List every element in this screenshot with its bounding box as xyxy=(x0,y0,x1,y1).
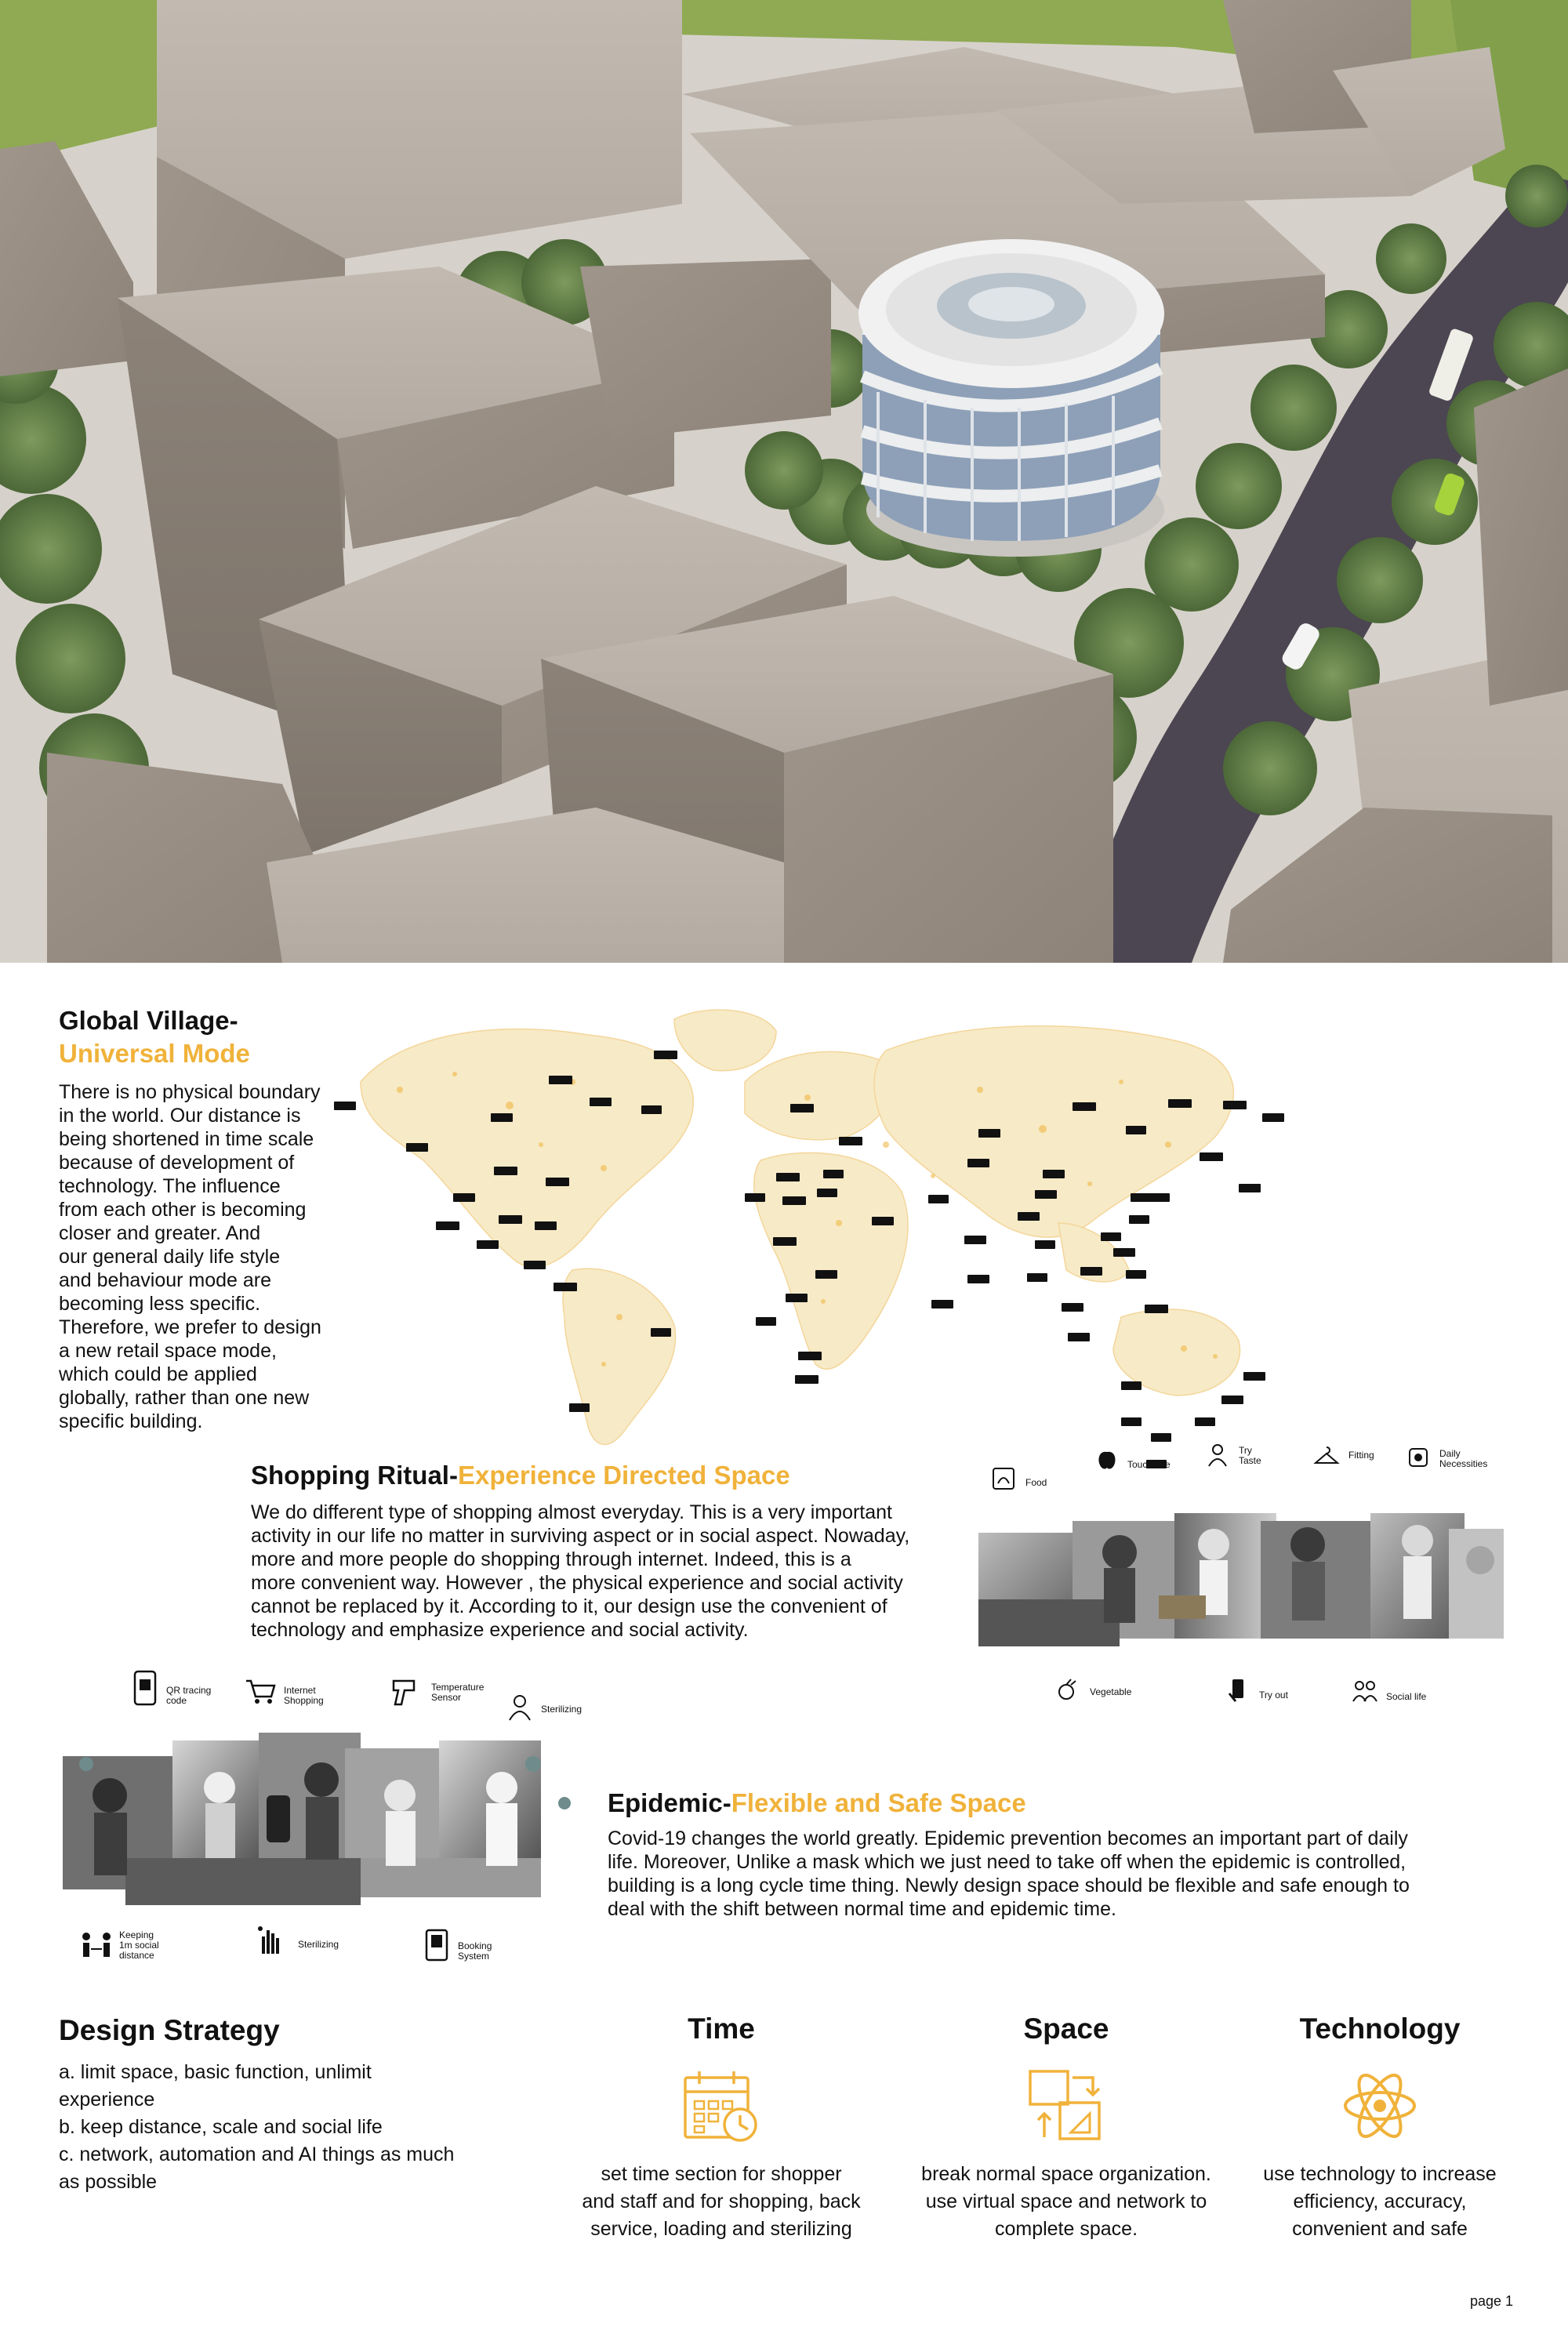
space-column xyxy=(894,2012,1239,2243)
strategy-item-c-cont: as possible xyxy=(59,2171,158,2193)
try-out-label: Try out xyxy=(1259,1690,1288,1700)
qr-tracing-label: QR tracing code xyxy=(166,1685,212,1706)
epidemic-title-black: Epidemic- xyxy=(608,1788,731,1817)
vegetable-label: Vegetable xyxy=(1090,1686,1132,1697)
time-column xyxy=(549,2012,894,2243)
try-out-icon xyxy=(1226,1678,1250,1704)
time-description: set time section for shopper and staff and for shopping, back service, loading and sterilizing xyxy=(582,2163,861,2240)
epidemic-body: Covid-19 changes the world greatly. Epidemic prevention becomes an important part of daily life. Moreover, Unlike a mask which we just need to take off when the epidemic is controlled, building is a long cycle time thing. Newly design space should be flexible and safe enough to deal with the shift between normal time and epidemic time. xyxy=(608,1828,1410,1920)
strategy-item-a-cont: experience xyxy=(59,2089,155,2111)
strategy-item-a: a. limit space, basic function, unlimit xyxy=(59,2061,372,2083)
shopping-ritual-title xyxy=(251,1460,790,1491)
hazmat-icon xyxy=(506,1693,533,1722)
page-number: page 1 xyxy=(1469,2293,1513,2309)
social-life-label: Social life xyxy=(1386,1691,1427,1702)
try-taste-icon xyxy=(1206,1443,1229,1468)
temperature-sensor-label: Temperature Sensor xyxy=(431,1682,485,1703)
space-arrows-icon xyxy=(1027,2068,1105,2143)
fitting-label: Fitting xyxy=(1348,1450,1374,1461)
technology-title: Technology xyxy=(1299,2013,1461,2045)
touchable-icon xyxy=(1094,1447,1120,1472)
aerial-rendering xyxy=(0,0,1568,963)
touchable-label: Touchable xyxy=(1127,1459,1171,1470)
global-village-body: There is no physical boundary in the world. Our distance is being shortened in time scale because of development of technology. The influence from each other is becoming closer and greater. And our general daily life style and behaviour mode are becoming less specific. Therefore, we prefer to design a new retail space mode, which could be applied globally, rather than one new specific building. xyxy=(59,1081,321,1432)
keeping-distance-label: Keeping 1m social distance xyxy=(119,1929,159,1961)
booking-system-icon xyxy=(425,1929,448,1962)
food-label: Food xyxy=(1025,1477,1047,1488)
global-village-subtitle: Universal Mode xyxy=(59,1039,250,1068)
atom-icon xyxy=(1341,2068,1419,2143)
space-description: break normal space organization. use virtual space and network to complete space. xyxy=(921,2163,1211,2240)
daily-necessities-label: Daily Necessities xyxy=(1439,1448,1488,1469)
calendar-clock-icon xyxy=(682,2068,760,2143)
shopping-collage xyxy=(978,1443,1504,1709)
epidemic-collage xyxy=(63,1670,588,1968)
daily-necessities-icon xyxy=(1406,1446,1430,1469)
strategy-item-b: b. keep distance, scale and social life xyxy=(59,2116,383,2138)
technology-description: use technology to increase efficiency, accuracy, convenient and safe xyxy=(1263,2163,1497,2240)
shopping-cart-icon xyxy=(245,1678,278,1704)
global-village-title: Global Village- xyxy=(59,1006,238,1035)
tower-building xyxy=(858,239,1164,557)
shopping-ritual-title-gold: Experience Directed Space xyxy=(457,1461,790,1490)
hanger-icon xyxy=(1312,1444,1341,1466)
shopping-ritual-body: We do different type of shopping almost everyday. This is a very important activity in our life no matter in surviving aspect or in social aspect. Nowaday, more and more people do shopping through internet. Indeed, this is a more convenient way. However , the physical experience and social activity cannot be replaced by it. According to it, our design use the convenient of technology and emphasize experience and social activity. xyxy=(251,1501,910,1641)
epidemic-title xyxy=(608,1788,1026,1819)
vegetable-icon xyxy=(1055,1678,1082,1703)
social-distance-icon xyxy=(80,1930,113,1958)
qr-code-icon xyxy=(133,1670,157,1706)
try-taste-label: Try Taste xyxy=(1239,1445,1261,1466)
booking-system-label: Booking System xyxy=(458,1940,492,1962)
space-title: Space xyxy=(1023,2013,1109,2045)
epidemic-title-gold: Flexible and Safe Space xyxy=(731,1788,1026,1817)
thermometer-gun-icon xyxy=(392,1676,420,1708)
technology-column xyxy=(1207,2012,1552,2243)
sterilizing-bottom-label: Sterilizing xyxy=(298,1939,339,1950)
shopping-ritual-title-black: Shopping Ritual- xyxy=(251,1461,458,1490)
food-icon xyxy=(991,1466,1016,1491)
strategy-item-c: c. network, automation and AI things as much xyxy=(59,2143,455,2165)
internet-shopping-label: Internet Shopping xyxy=(284,1685,324,1706)
time-title: Time xyxy=(688,2013,755,2045)
social-life-icon xyxy=(1352,1678,1378,1704)
map-markers xyxy=(337,988,1513,1458)
shopping-collage-photos xyxy=(978,1443,1504,1709)
sterilizing-top-label: Sterilizing xyxy=(541,1704,583,1715)
design-strategy-title: Design Strategy xyxy=(59,2014,280,2046)
design-strategy-list xyxy=(59,2059,514,2196)
hand-sterilize-icon xyxy=(256,1924,282,1955)
